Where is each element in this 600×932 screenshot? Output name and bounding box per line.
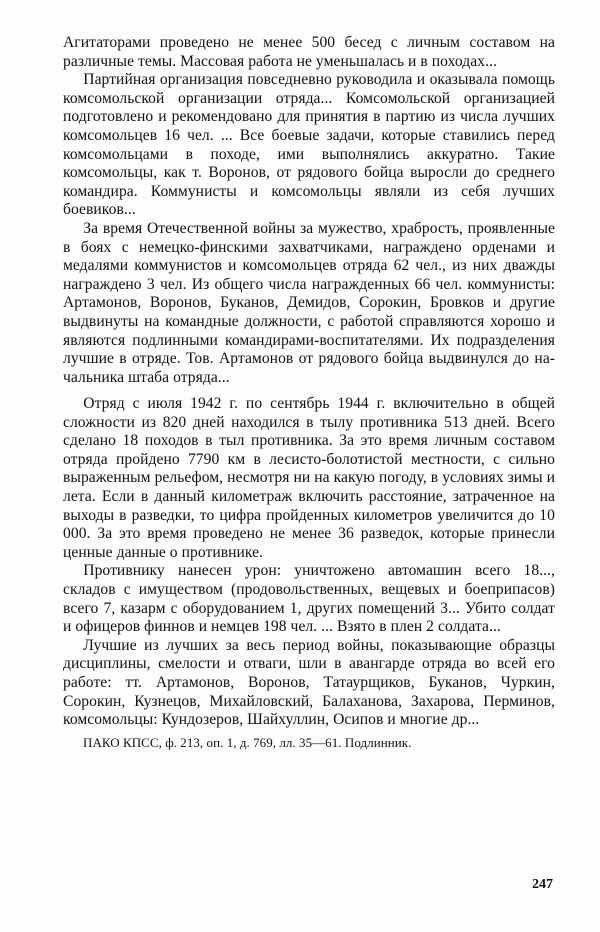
page-number: 247 xyxy=(532,877,553,892)
paragraph: Партийная организация повседневно руководила и оказывала помощь комсомольской организации отряда... Комсомольской организацией подготовлено и рекомендовано для принятия в партию из числа лучших комсомольцев 16 чел. ... Все боевые задачи, которые ставились перед комсомольцами в походе, ими выполнялись аккуратно. Такие комсомольцы, как т. Воронов, от рядового бойца выросли до среднего командира. Коммунисты и комсомольцы являли из себя лучших боевиков... xyxy=(63,71,555,219)
archive-source-note: ПАКО КПСС, ф. 213, оп. 1, д. 769, лл. 35—61. Подлинник. xyxy=(83,734,412,750)
paragraph: Отряд с июля 1942 г. по сентябрь 1944 г. включительно в общей сложности из 820 дней находился в тылу противника 513 дней. Всего сделано 18 походов в тыл противника. За это время личным составом отряда пройдено 7790 км в лесисто-болотистой местности, с сильно выраженным рельефом, несмотря ни на какую погоду, в условиях зимы и лета. Если в данный километраж включить расстояние, затраченное на выходы в разведки, то цифра пройденных километров увеличится до 10 000. За это время проведено не менее 36 разведок, которые принесли ценные данные о противнике. xyxy=(63,395,555,561)
text-block-lower xyxy=(63,395,555,751)
paragraph: За время Отечественной войны за мужество, храбрость, проявленные в боях с немецко-финскими захватчиками, награждено орденами и медалями коммунистов и комсомольцев отряда 62 чел., из них дважды награждено 3 чел. Из общего числа награжденных 66 чел. коммунисты: Артамонов, Воронов, Буканов, Демидов, Сорокин, Бровков и другие выдвинуты на командные должности, с работой справляются хорошо и являются подлинными командирами-воспитателями. Их подразделения лучшие в отряде. Тов. Артамонов от рядового бойца выдвинулся до начальника штаба отряда... xyxy=(63,219,555,386)
paragraph: Противнику нанесен урон: уничтожено автомашин всего 18..., складов с имуществом (продовольственных, вещевых и боеприпасов) всего 7, казарм с оборудованием 1, других помещений 3... Убито солдат и офицеров финнов и немцев 198 чел. ... Взято в плен 2 солдата... xyxy=(63,562,555,636)
paragraph: Лучшие из лучших за весь период войны, показывающие образцы дисциплины, смелости и отваги, шли в авангарде отряда во всей его работе: тт. Артамонов, Воронов, Татаурщиков, Буканов, Чуркин, Сорокин, Кузнецов, Михайловский, Балаханова, Захарова, Перминов, комсомольцы: Кундозеров, Шайхуллин, Осипов и многие др... xyxy=(63,636,555,729)
text-block-upper xyxy=(63,34,555,387)
paragraph: Агитаторами проведено не менее 500 бесед с личным составом на различные темы. Массовая работа не уменьшалась и в походах... xyxy=(63,34,555,70)
